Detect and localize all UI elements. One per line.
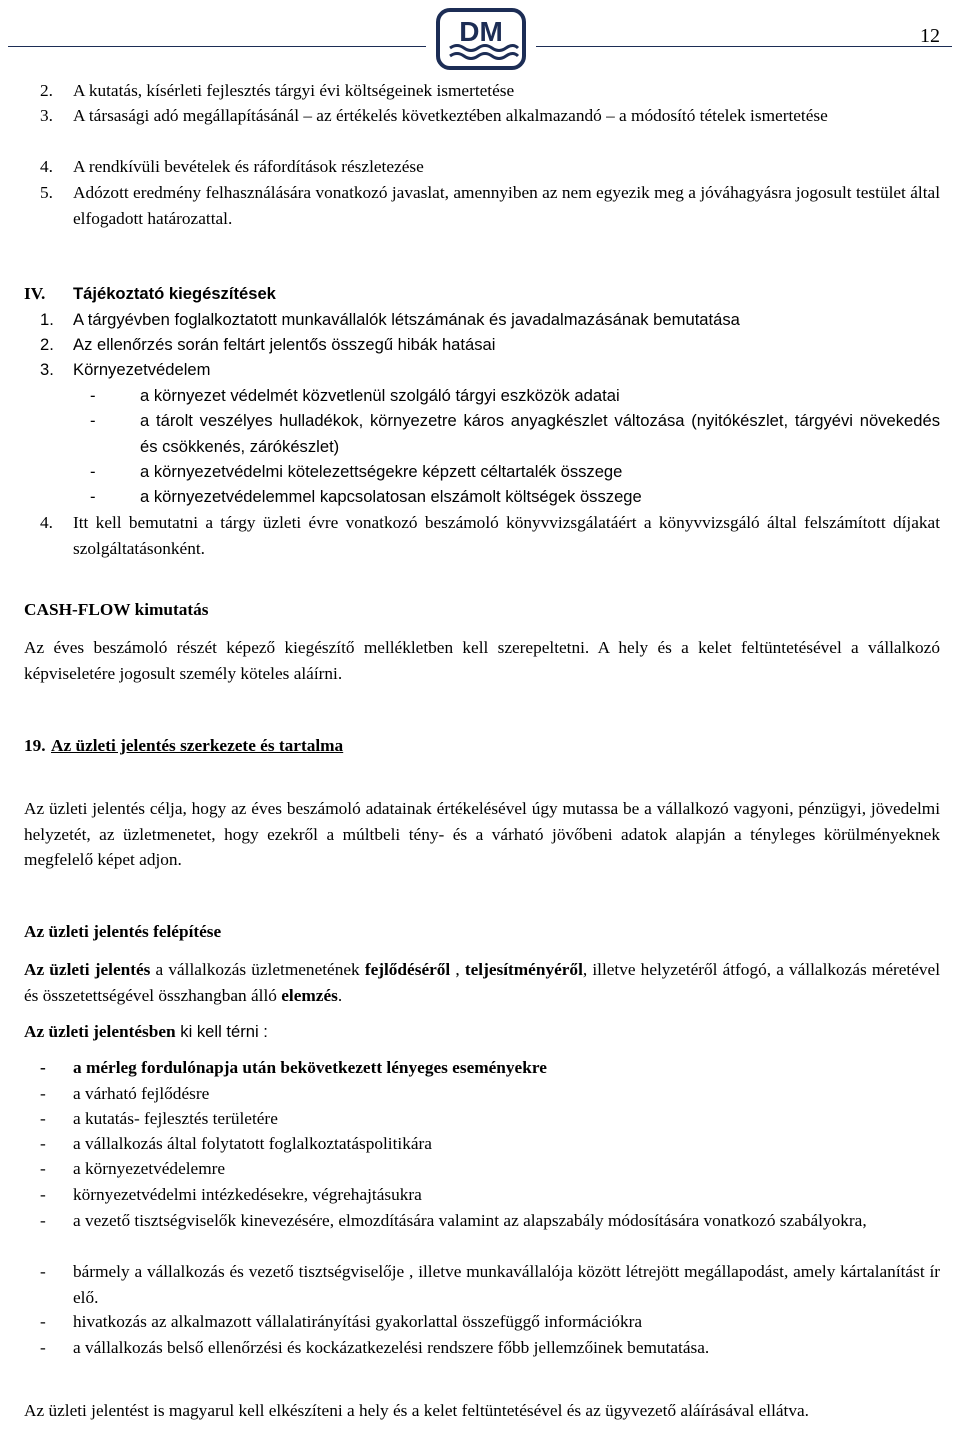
list-item: 1. A tárgyévben foglalkoztatott munkavállalók létszámának és javadalmazásának bemutatása	[40, 310, 740, 329]
section-title: Tájékoztató kiegészítések	[73, 284, 276, 303]
bullet-item: - hivatkozás az alkalmazott vállalatirányítási gyakorlattal összefüggő információkra	[40, 1312, 643, 1331]
bullet-item: - a mérleg fordulónapja után bekövetkezett lényeges eseményekre	[40, 1058, 547, 1077]
closing-paragraph: Az üzleti jelentést is magyarul kell elkészíteni a hely és a kelet feltüntetésével és az ügyvezető aláírásával ellátva.	[24, 1401, 809, 1420]
header-rule-left	[8, 46, 426, 47]
cashflow-text: Az éves beszámoló részét képező kiegészítő mellékletben kell szerepeltetni. A hely és a kelet feltüntetésével a vállalkozó képviseletére jogosult személy köteles aláírni.	[24, 638, 940, 683]
bullet-item: - a vállalkozás által folytatott foglalkoztatáspolitikára	[40, 1134, 432, 1153]
section-19-intro: Az üzleti jelentés célja, hogy az éves beszámoló adatainak értékelésével úgy mutassa be a vállalkozó vagyoni, pénzügyi, jövedelmi helyzetét, az üzletmenetet, hogy ezekről a múltbeli tény- és a várható jövőbeni adatok alapján a tényleges körülményeknek megfelelő képet adjon.	[24, 799, 940, 869]
env-list-item: - a környezetvédelemmel kapcsolatosan elszámolt költségek összege	[90, 487, 642, 506]
bullet-item: - bármely a vállalkozás és vezető tisztségviselője , illetve munkavállalója között létrejött megállapodást, amely kártalanítást ír elő.	[40, 1262, 940, 1307]
bullet-item: - a környezetvédelemre	[40, 1159, 226, 1178]
structure-title: Az üzleti jelentés felépítése	[24, 922, 222, 941]
dm-logo-icon	[436, 8, 526, 72]
structure-paragraph: Az üzleti jelentés a vállalkozás üzletmenetének fejlődéséről , teljesítményéről, illetve helyzetéről átfogó, a vállalkozás méretével és összetettségével összhangban álló elemzés.	[24, 960, 940, 1005]
bullet-item: - a vezető tisztségviselők kinevezésére, elmozdítására valamint az alapszabály módosítására vonatkozó szabályokra,	[40, 1211, 867, 1230]
list-item: 2. A kutatás, kísérleti fejlesztés tárgyi évi költségeinek ismertetése	[40, 81, 515, 100]
bullet-item: - a várható fejlődésre	[40, 1084, 210, 1103]
env-list-item: - a környezet védelmét közvetlenül szolgáló tárgyi eszközök adatai	[90, 386, 620, 405]
structure-intro: Az üzleti jelentésben ki kell térni :	[24, 1022, 268, 1041]
page-number: 12	[920, 25, 940, 47]
list-item: 3. A társasági adó megállapításánál – az értékelés következtében alkalmazandó – a módosító tételek ismertetése	[40, 106, 828, 125]
list-item: 2. Az ellenőrzés során feltárt jelentős összegű hibák hatásai	[40, 335, 496, 354]
list-item: 4. A rendkívüli bevételek és ráfordítások részletezése	[40, 157, 424, 176]
list-item: 3. Környezetvédelem	[40, 360, 211, 379]
section-roman: IV.	[24, 284, 46, 303]
env-list-item: - a tárolt veszélyes hulladékok, környezetre káros anyagkészlet változása (nyitókészlet, tárgyévi növekedés és csökkenés, zárókészlet)	[90, 411, 940, 456]
cashflow-title: CASH-FLOW kimutatás	[24, 600, 209, 619]
bullet-item: - a kutatás- fejlesztés területére	[40, 1109, 278, 1128]
list-item: 5. Adózott eredmény felhasználására vonatkozó javaslat, amennyiben az nem egyezik meg a jóváhagyásra jogosult testület által elfogadott határozattal.	[40, 183, 940, 228]
env-list-item: - a környezetvédelmi kötelezettségekre képzett céltartalék összege	[90, 462, 623, 481]
header-rule-right	[536, 46, 952, 47]
section-19-title: Az üzleti jelentés szerkezete és tartalma	[51, 736, 344, 755]
list-item: 4. Itt kell bemutatni a tárgy üzleti évre vonatkozó beszámoló könyvvizsgálatáért a könyvvizsgáló által felszámított díjakat szolgáltatásonként.	[40, 513, 940, 558]
logo-text: DM	[459, 16, 503, 47]
bullet-item: - a vállalkozás belső ellenőrzési és kockázatkezelési rendszere főbb jellemzőinek bemutatása.	[40, 1338, 710, 1357]
bullet-item: - környezetvédelmi intézkedésekre, végrehajtásukra	[40, 1185, 422, 1204]
section-number: 19.	[24, 736, 46, 755]
